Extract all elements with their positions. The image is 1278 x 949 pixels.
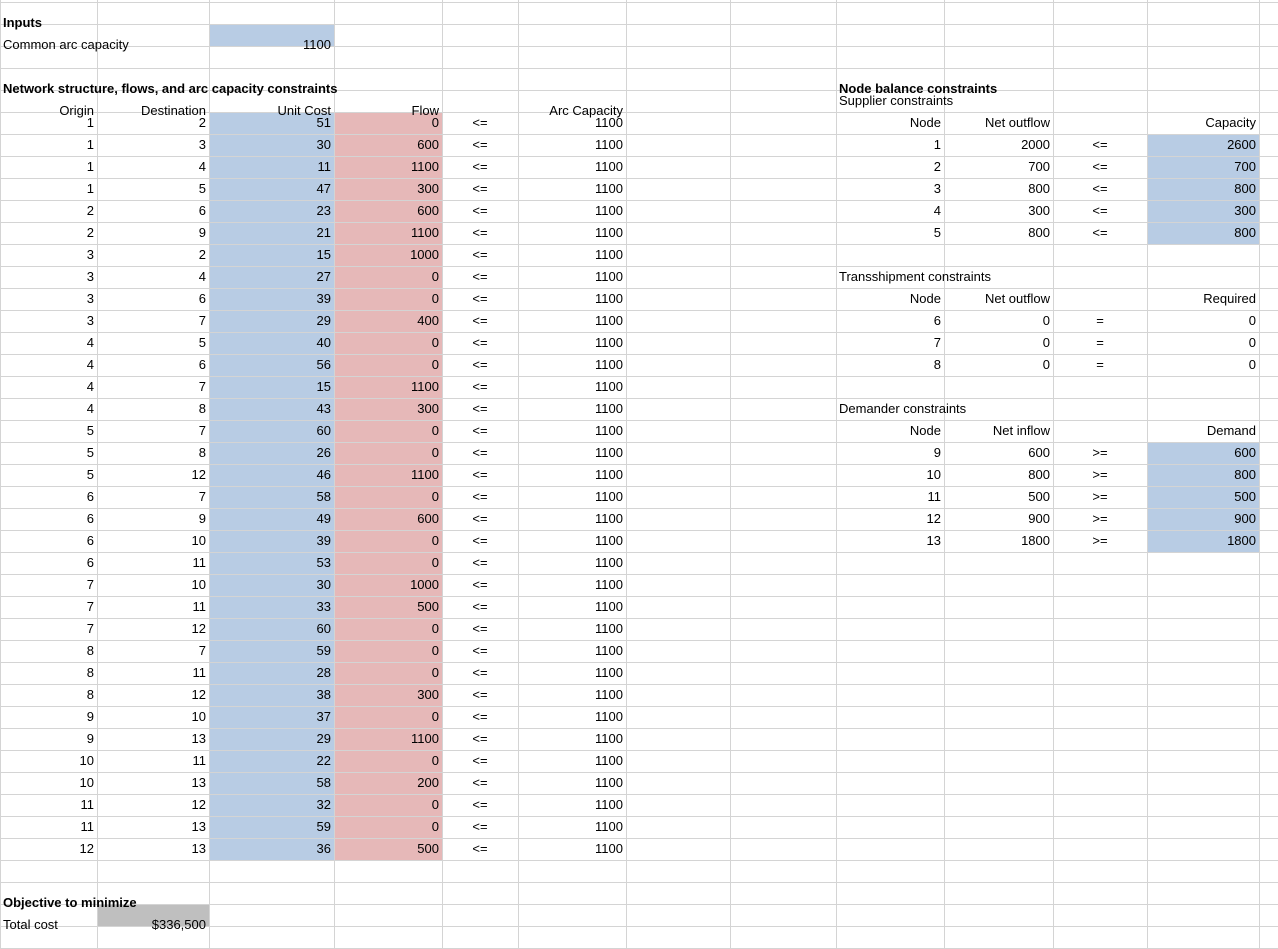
unit-cost-cell[interactable]: 22 bbox=[316, 753, 331, 768]
constraint-operator: <= bbox=[472, 269, 488, 284]
unit-cost-cell[interactable]: 47 bbox=[316, 181, 331, 196]
destination-cell[interactable]: 10 bbox=[191, 577, 206, 592]
arc-capacity-cell[interactable]: 1100 bbox=[595, 291, 623, 306]
supplier-limit-cell[interactable]: 700 bbox=[1234, 159, 1256, 174]
origin-cell[interactable]: 11 bbox=[80, 797, 94, 812]
unit-cost-cell[interactable]: 40 bbox=[316, 335, 331, 350]
gridline-horizontal bbox=[0, 2, 1278, 3]
arc-capacity-cell[interactable]: 1100 bbox=[595, 775, 623, 790]
constraint-operator: <= bbox=[472, 313, 488, 328]
transshipment-limit-cell[interactable]: 0 bbox=[1248, 313, 1256, 328]
constraint-operator: <= bbox=[472, 533, 488, 548]
constraint-operator: <= bbox=[472, 731, 488, 746]
unit-cost-cell[interactable]: 33 bbox=[316, 599, 331, 614]
flow-cell[interactable]: 0 bbox=[431, 489, 439, 504]
unit-cost-cell[interactable]: 23 bbox=[316, 203, 331, 218]
destination-cell[interactable]: 12 bbox=[191, 797, 206, 812]
flow-cell[interactable]: 500 bbox=[417, 841, 439, 856]
flow-cell[interactable]: 0 bbox=[431, 709, 439, 724]
flow-cell[interactable]: 0 bbox=[431, 423, 439, 438]
supplier-limit-cell[interactable]: 300 bbox=[1234, 203, 1256, 218]
constraint-operator: <= bbox=[472, 797, 488, 812]
flow-cell[interactable]: 1000 bbox=[410, 247, 439, 262]
arc-capacity-cell[interactable]: 1100 bbox=[595, 313, 623, 328]
supplier-operator: <= bbox=[1092, 225, 1108, 240]
constraint-operator: <= bbox=[472, 401, 488, 416]
unit-cost-cell[interactable]: 39 bbox=[316, 533, 331, 548]
arc-capacity-cell[interactable]: 1100 bbox=[595, 643, 623, 658]
arc-capacity-cell[interactable]: 1100 bbox=[595, 247, 623, 262]
constraint-operator: <= bbox=[472, 599, 488, 614]
transshipment-value-cell[interactable]: 0 bbox=[1042, 313, 1050, 328]
destination-cell[interactable]: 13 bbox=[191, 731, 206, 746]
flow-cell[interactable]: 1100 bbox=[411, 467, 439, 482]
capacity-label: Common arc capacity bbox=[3, 37, 129, 52]
col-header-flow: Flow bbox=[411, 103, 439, 118]
unit-cost-cell[interactable]: 38 bbox=[316, 687, 331, 702]
demander-limit-cell[interactable]: 600 bbox=[1234, 445, 1256, 460]
destination-cell[interactable]: 11 bbox=[192, 753, 206, 768]
origin-cell[interactable]: 7 bbox=[86, 599, 94, 614]
arc-capacity-cell[interactable]: 1100 bbox=[595, 577, 623, 592]
unit-cost-cell[interactable]: 37 bbox=[316, 709, 331, 724]
constraint-operator: <= bbox=[472, 181, 488, 196]
unit-cost-cell[interactable]: 53 bbox=[316, 555, 331, 570]
arc-capacity-cell[interactable]: 1100 bbox=[595, 401, 623, 416]
unit-cost-cell[interactable]: 29 bbox=[316, 731, 331, 746]
supplier-limit-cell[interactable]: 800 bbox=[1234, 225, 1256, 240]
col-header-destination: Destination bbox=[140, 103, 206, 118]
destination-cell[interactable]: 10 bbox=[191, 709, 206, 724]
supplier-operator: <= bbox=[1092, 137, 1108, 152]
demander-limit-cell[interactable]: 1800 bbox=[1227, 533, 1256, 548]
flow-cell[interactable]: 300 bbox=[417, 181, 439, 196]
demander-title: Demander constraints bbox=[839, 401, 967, 416]
demander-value-cell[interactable]: 600 bbox=[1028, 445, 1050, 460]
constraint-operator: <= bbox=[472, 577, 488, 592]
unit-cost-cell[interactable]: 28 bbox=[316, 665, 331, 680]
flow-cell[interactable]: 0 bbox=[431, 665, 439, 680]
total-cost-label: Total cost bbox=[3, 917, 58, 932]
flow-cell[interactable]: 0 bbox=[431, 797, 439, 812]
flow-cell[interactable]: 0 bbox=[431, 533, 439, 548]
flow-cell[interactable]: 0 bbox=[431, 621, 439, 636]
supplier-operator: <= bbox=[1092, 181, 1108, 196]
demander-operator: >= bbox=[1092, 489, 1108, 504]
arc-capacity-cell[interactable]: 1100 bbox=[595, 665, 623, 680]
supplier-operator: <= bbox=[1092, 159, 1108, 174]
constraint-operator: <= bbox=[472, 775, 488, 790]
origin-cell[interactable]: 1 bbox=[86, 159, 94, 174]
supplier-node-cell[interactable]: 2 bbox=[933, 159, 941, 174]
transshipment-header-value: Net outflow bbox=[984, 291, 1050, 306]
arc-capacity-cell[interactable]: 1100 bbox=[595, 489, 623, 504]
supplier-value-cell[interactable]: 800 bbox=[1028, 181, 1050, 196]
supplier-title: Supplier constraints bbox=[839, 93, 954, 108]
unit-cost-cell[interactable]: 56 bbox=[316, 357, 331, 372]
flow-cell[interactable]: 600 bbox=[417, 511, 439, 526]
destination-cell[interactable]: 7 bbox=[198, 643, 206, 658]
arc-capacity-cell[interactable]: 1100 bbox=[595, 533, 623, 548]
constraint-operator: <= bbox=[472, 555, 488, 570]
destination-cell[interactable]: 8 bbox=[198, 401, 206, 416]
supplier-limit-cell[interactable]: 800 bbox=[1234, 181, 1256, 196]
flow-cell[interactable]: 1100 bbox=[411, 379, 439, 394]
origin-cell[interactable]: 5 bbox=[86, 423, 94, 438]
unit-cost-cell[interactable]: 39 bbox=[316, 291, 331, 306]
transshipment-limit-cell[interactable]: 0 bbox=[1248, 335, 1256, 350]
supplier-value-cell[interactable]: 800 bbox=[1028, 225, 1050, 240]
constraint-operator: <= bbox=[472, 753, 488, 768]
origin-cell[interactable]: 2 bbox=[86, 225, 94, 240]
arc-capacity-cell[interactable]: 1100 bbox=[595, 687, 623, 702]
gridline-vertical bbox=[730, 0, 731, 948]
gridline-horizontal bbox=[0, 68, 1278, 69]
transshipment-operator: = bbox=[1096, 313, 1104, 328]
unit-cost-cell[interactable]: 15 bbox=[316, 379, 331, 394]
constraint-operator: <= bbox=[472, 643, 488, 658]
arc-capacity-cell[interactable]: 1100 bbox=[595, 225, 623, 240]
supplier-header-value: Net outflow bbox=[984, 115, 1050, 130]
flow-cell[interactable]: 0 bbox=[431, 115, 439, 130]
flow-cell[interactable]: 0 bbox=[431, 445, 439, 460]
transshipment-limit-cell[interactable]: 0 bbox=[1248, 357, 1256, 372]
constraint-operator: <= bbox=[472, 467, 488, 482]
transshipment-node-cell[interactable]: 6 bbox=[933, 313, 941, 328]
flow-cell[interactable]: 0 bbox=[431, 291, 439, 306]
destination-cell[interactable]: 13 bbox=[191, 819, 206, 834]
demander-operator: >= bbox=[1092, 467, 1108, 482]
unit-cost-cell[interactable]: 26 bbox=[316, 445, 331, 460]
supplier-node-cell[interactable]: 5 bbox=[933, 225, 941, 240]
destination-cell[interactable]: 11 bbox=[192, 555, 206, 570]
supplier-node-cell[interactable]: 4 bbox=[933, 203, 941, 218]
origin-cell[interactable]: 1 bbox=[86, 181, 94, 196]
destination-cell[interactable]: 7 bbox=[198, 379, 206, 394]
constraint-operator: <= bbox=[472, 357, 488, 372]
flow-cell[interactable]: 500 bbox=[417, 599, 439, 614]
transshipment-header-limit: Required bbox=[1203, 291, 1256, 306]
origin-cell[interactable]: 12 bbox=[79, 841, 94, 856]
origin-cell[interactable]: 3 bbox=[86, 313, 94, 328]
constraint-operator: <= bbox=[472, 115, 488, 130]
demander-value-cell[interactable]: 800 bbox=[1028, 467, 1050, 482]
constraint-operator: <= bbox=[472, 247, 488, 262]
flow-cell[interactable]: 0 bbox=[431, 819, 439, 834]
constraint-operator: <= bbox=[472, 137, 488, 152]
destination-cell[interactable]: 6 bbox=[198, 357, 206, 372]
constraint-operator: <= bbox=[472, 203, 488, 218]
arc-capacity-cell[interactable]: 1100 bbox=[595, 709, 623, 724]
destination-cell[interactable]: 9 bbox=[198, 511, 206, 526]
supplier-operator: <= bbox=[1092, 203, 1108, 218]
constraint-operator: <= bbox=[472, 335, 488, 350]
constraint-operator: <= bbox=[472, 621, 488, 636]
constraint-operator: <= bbox=[472, 159, 488, 174]
destination-cell[interactable]: 8 bbox=[198, 445, 206, 460]
supplier-value-cell[interactable]: 700 bbox=[1028, 159, 1050, 174]
flow-cell[interactable]: 1100 bbox=[411, 731, 439, 746]
unit-cost-cell[interactable]: 43 bbox=[316, 401, 331, 416]
destination-cell[interactable]: 5 bbox=[198, 335, 206, 350]
col-header-unit-cost: Unit Cost bbox=[277, 103, 331, 118]
unit-cost-cell[interactable]: 32 bbox=[316, 797, 331, 812]
arc-capacity-cell[interactable]: 1100 bbox=[595, 621, 623, 636]
flow-cell[interactable]: 300 bbox=[417, 687, 439, 702]
arc-capacity-cell[interactable]: 1100 bbox=[595, 423, 623, 438]
arc-capacity-cell[interactable]: 1100 bbox=[595, 467, 623, 482]
arc-capacity-cell[interactable]: 1100 bbox=[595, 137, 623, 152]
flow-cell[interactable]: 300 bbox=[417, 401, 439, 416]
demander-operator: >= bbox=[1092, 445, 1108, 460]
unit-cost-cell[interactable]: 15 bbox=[316, 247, 331, 262]
unit-cost-cell[interactable]: 30 bbox=[316, 137, 331, 152]
arc-capacity-cell[interactable]: 1100 bbox=[595, 797, 623, 812]
supplier-limit-cell[interactable]: 2600 bbox=[1227, 137, 1256, 152]
transshipment-header-node: Node bbox=[909, 291, 941, 306]
unit-cost-cell[interactable]: 58 bbox=[316, 489, 331, 504]
arc-capacity-cell[interactable]: 1100 bbox=[595, 159, 623, 174]
gridline-vertical bbox=[1259, 0, 1260, 948]
unit-cost-cell[interactable]: 27 bbox=[316, 269, 331, 284]
origin-cell[interactable]: 1 bbox=[86, 115, 94, 130]
demander-node-cell[interactable]: 9 bbox=[933, 445, 941, 460]
inputs-header: Inputs bbox=[3, 15, 42, 30]
constraint-operator: <= bbox=[472, 665, 488, 680]
destination-cell[interactable]: 11 bbox=[192, 665, 206, 680]
demander-header-node: Node bbox=[909, 423, 941, 438]
constraint-operator: <= bbox=[472, 291, 488, 306]
origin-cell[interactable]: 10 bbox=[79, 775, 94, 790]
destination-cell[interactable]: 2 bbox=[198, 115, 206, 130]
arc-capacity-cell[interactable]: 1100 bbox=[595, 335, 623, 350]
destination-cell[interactable]: 7 bbox=[198, 423, 206, 438]
transshipment-node-cell[interactable]: 8 bbox=[933, 357, 941, 372]
origin-cell[interactable]: 8 bbox=[86, 687, 94, 702]
flow-cell[interactable]: 0 bbox=[431, 555, 439, 570]
destination-cell[interactable]: 11 bbox=[192, 599, 206, 614]
origin-cell[interactable]: 7 bbox=[86, 577, 94, 592]
origin-cell[interactable]: 9 bbox=[86, 709, 94, 724]
flow-cell[interactable]: 600 bbox=[417, 137, 439, 152]
arc-capacity-cell[interactable]: 1100 bbox=[595, 841, 623, 856]
arc-capacity-cell[interactable]: 1100 bbox=[595, 203, 623, 218]
demander-node-cell[interactable]: 13 bbox=[926, 533, 941, 548]
unit-cost-cell[interactable]: 30 bbox=[316, 577, 331, 592]
destination-cell[interactable]: 4 bbox=[198, 159, 206, 174]
node-balance-header: Node balance constraints bbox=[839, 81, 998, 96]
destination-cell[interactable]: 9 bbox=[198, 225, 206, 240]
transshipment-operator: = bbox=[1096, 357, 1104, 372]
origin-cell[interactable]: 6 bbox=[86, 533, 94, 548]
origin-cell[interactable]: 3 bbox=[86, 269, 94, 284]
demander-operator: >= bbox=[1092, 511, 1108, 526]
transshipment-operator: = bbox=[1096, 335, 1104, 350]
origin-cell[interactable]: 6 bbox=[86, 555, 94, 570]
flow-cell[interactable]: 0 bbox=[431, 335, 439, 350]
unit-cost-cell[interactable]: 59 bbox=[316, 643, 331, 658]
demander-node-cell[interactable]: 11 bbox=[927, 489, 941, 504]
demander-value-cell[interactable]: 500 bbox=[1028, 489, 1050, 504]
arc-capacity-cell[interactable]: 1100 bbox=[595, 379, 623, 394]
flow-cell[interactable]: 0 bbox=[431, 269, 439, 284]
unit-cost-cell[interactable]: 59 bbox=[316, 819, 331, 834]
unit-cost-cell[interactable]: 60 bbox=[316, 621, 331, 636]
origin-cell[interactable]: 8 bbox=[86, 643, 94, 658]
unit-cost-cell[interactable]: 49 bbox=[316, 511, 331, 526]
origin-cell[interactable]: 11 bbox=[80, 819, 94, 834]
flow-cell[interactable]: 1000 bbox=[410, 577, 439, 592]
unit-cost-cell[interactable]: 46 bbox=[316, 467, 331, 482]
gridline-vertical bbox=[626, 0, 627, 948]
constraint-operator: <= bbox=[472, 709, 488, 724]
flow-cell[interactable]: 600 bbox=[417, 203, 439, 218]
transshipment-value-cell[interactable]: 0 bbox=[1042, 335, 1050, 350]
supplier-node-cell[interactable]: 1 bbox=[933, 137, 941, 152]
origin-cell[interactable]: 3 bbox=[86, 291, 94, 306]
transshipment-node-cell[interactable]: 7 bbox=[933, 335, 941, 350]
capacity-input-cell[interactable]: 1100 bbox=[303, 37, 331, 52]
col-header-origin: Origin bbox=[59, 103, 94, 118]
destination-cell[interactable]: 6 bbox=[198, 291, 206, 306]
unit-cost-cell[interactable]: 51 bbox=[316, 115, 331, 130]
unit-cost-cell[interactable]: 36 bbox=[316, 841, 331, 856]
demander-node-cell[interactable]: 10 bbox=[926, 467, 941, 482]
origin-cell[interactable]: 10 bbox=[79, 753, 94, 768]
supplier-header-node: Node bbox=[909, 115, 941, 130]
supplier-value-cell[interactable]: 300 bbox=[1028, 203, 1050, 218]
network-header: Network structure, flows, and arc capacity constraints bbox=[3, 81, 338, 96]
origin-cell[interactable]: 2 bbox=[86, 203, 94, 218]
demander-value-cell[interactable]: 1800 bbox=[1021, 533, 1050, 548]
flow-cell[interactable]: 0 bbox=[431, 357, 439, 372]
flow-cell[interactable]: 1100 bbox=[411, 159, 439, 174]
destination-cell[interactable]: 6 bbox=[198, 203, 206, 218]
flow-cell[interactable]: 0 bbox=[431, 753, 439, 768]
demander-header-value: Net inflow bbox=[992, 423, 1050, 438]
constraint-operator: <= bbox=[472, 379, 488, 394]
destination-cell[interactable]: 7 bbox=[198, 489, 206, 504]
destination-cell[interactable]: 2 bbox=[198, 247, 206, 262]
unit-cost-cell[interactable]: 21 bbox=[316, 225, 331, 240]
demander-value-cell[interactable]: 900 bbox=[1028, 511, 1050, 526]
gridline-horizontal bbox=[0, 882, 1278, 883]
origin-cell[interactable]: 8 bbox=[86, 665, 94, 680]
arc-capacity-cell[interactable]: 1100 bbox=[595, 445, 623, 460]
origin-cell[interactable]: 5 bbox=[86, 445, 94, 460]
arc-capacity-cell[interactable]: 1100 bbox=[595, 599, 623, 614]
arc-capacity-cell[interactable]: 1100 bbox=[595, 753, 623, 768]
destination-cell[interactable]: 12 bbox=[191, 687, 206, 702]
destination-cell[interactable]: 5 bbox=[198, 181, 206, 196]
unit-cost-cell[interactable]: 58 bbox=[316, 775, 331, 790]
constraint-operator: <= bbox=[472, 511, 488, 526]
constraint-operator: <= bbox=[472, 445, 488, 460]
constraint-operator: <= bbox=[472, 819, 488, 834]
supplier-header-limit: Capacity bbox=[1205, 115, 1256, 130]
arc-capacity-cell[interactable]: 1100 bbox=[595, 731, 623, 746]
flow-cell[interactable]: 400 bbox=[417, 313, 439, 328]
origin-cell[interactable]: 4 bbox=[86, 335, 94, 350]
arc-capacity-cell[interactable]: 1100 bbox=[595, 115, 623, 130]
destination-cell[interactable]: 10 bbox=[191, 533, 206, 548]
flow-cell[interactable]: 1100 bbox=[411, 225, 439, 240]
transshipment-title: Transshipment constraints bbox=[839, 269, 991, 284]
transshipment-value-cell[interactable]: 0 bbox=[1042, 357, 1050, 372]
demander-operator: >= bbox=[1092, 533, 1108, 548]
total-cost-value[interactable]: $336,500 bbox=[151, 917, 206, 932]
col-header-arc-capacity: Arc Capacity bbox=[549, 103, 623, 118]
destination-cell[interactable]: 7 bbox=[198, 313, 206, 328]
constraint-operator: <= bbox=[472, 687, 488, 702]
arc-capacity-cell[interactable]: 1100 bbox=[595, 511, 623, 526]
arc-capacity-cell[interactable]: 1100 bbox=[595, 181, 623, 196]
destination-cell[interactable]: 13 bbox=[191, 841, 206, 856]
destination-cell[interactable]: 4 bbox=[198, 269, 206, 284]
demander-limit-cell[interactable]: 900 bbox=[1234, 511, 1256, 526]
destination-cell[interactable]: 12 bbox=[191, 621, 206, 636]
origin-cell[interactable]: 7 bbox=[86, 621, 94, 636]
origin-cell[interactable]: 4 bbox=[86, 379, 94, 394]
constraint-operator: <= bbox=[472, 841, 488, 856]
gridline-horizontal bbox=[0, 860, 1278, 861]
constraint-operator: <= bbox=[472, 225, 488, 240]
unit-cost-cell[interactable]: 11 bbox=[317, 159, 331, 174]
arc-capacity-cell[interactable]: 1100 bbox=[595, 357, 623, 372]
origin-cell[interactable]: 4 bbox=[86, 357, 94, 372]
constraint-operator: <= bbox=[472, 489, 488, 504]
constraint-operator: <= bbox=[472, 423, 488, 438]
destination-cell[interactable]: 13 bbox=[191, 775, 206, 790]
origin-cell[interactable]: 6 bbox=[86, 511, 94, 526]
supplier-node-cell[interactable]: 3 bbox=[933, 181, 941, 196]
flow-cell[interactable]: 200 bbox=[417, 775, 439, 790]
origin-cell[interactable]: 4 bbox=[86, 401, 94, 416]
unit-cost-cell[interactable]: 60 bbox=[316, 423, 331, 438]
unit-cost-cell[interactable]: 29 bbox=[316, 313, 331, 328]
destination-cell[interactable]: 12 bbox=[191, 467, 206, 482]
origin-cell[interactable]: 3 bbox=[86, 247, 94, 262]
arc-capacity-cell[interactable]: 1100 bbox=[595, 819, 623, 834]
demander-header-limit: Demand bbox=[1206, 423, 1256, 438]
arc-capacity-cell[interactable]: 1100 bbox=[595, 269, 623, 284]
supplier-value-cell[interactable]: 2000 bbox=[1021, 137, 1050, 152]
objective-header: Objective to minimize bbox=[3, 895, 137, 910]
origin-cell[interactable]: 6 bbox=[86, 489, 94, 504]
arc-capacity-cell[interactable]: 1100 bbox=[595, 555, 623, 570]
origin-cell[interactable]: 5 bbox=[86, 467, 94, 482]
origin-cell[interactable]: 9 bbox=[86, 731, 94, 746]
demander-limit-cell[interactable]: 800 bbox=[1234, 467, 1256, 482]
origin-cell[interactable]: 1 bbox=[86, 137, 94, 152]
demander-node-cell[interactable]: 12 bbox=[926, 511, 941, 526]
destination-cell[interactable]: 3 bbox=[198, 137, 206, 152]
flow-cell[interactable]: 0 bbox=[431, 643, 439, 658]
demander-limit-cell[interactable]: 500 bbox=[1234, 489, 1256, 504]
